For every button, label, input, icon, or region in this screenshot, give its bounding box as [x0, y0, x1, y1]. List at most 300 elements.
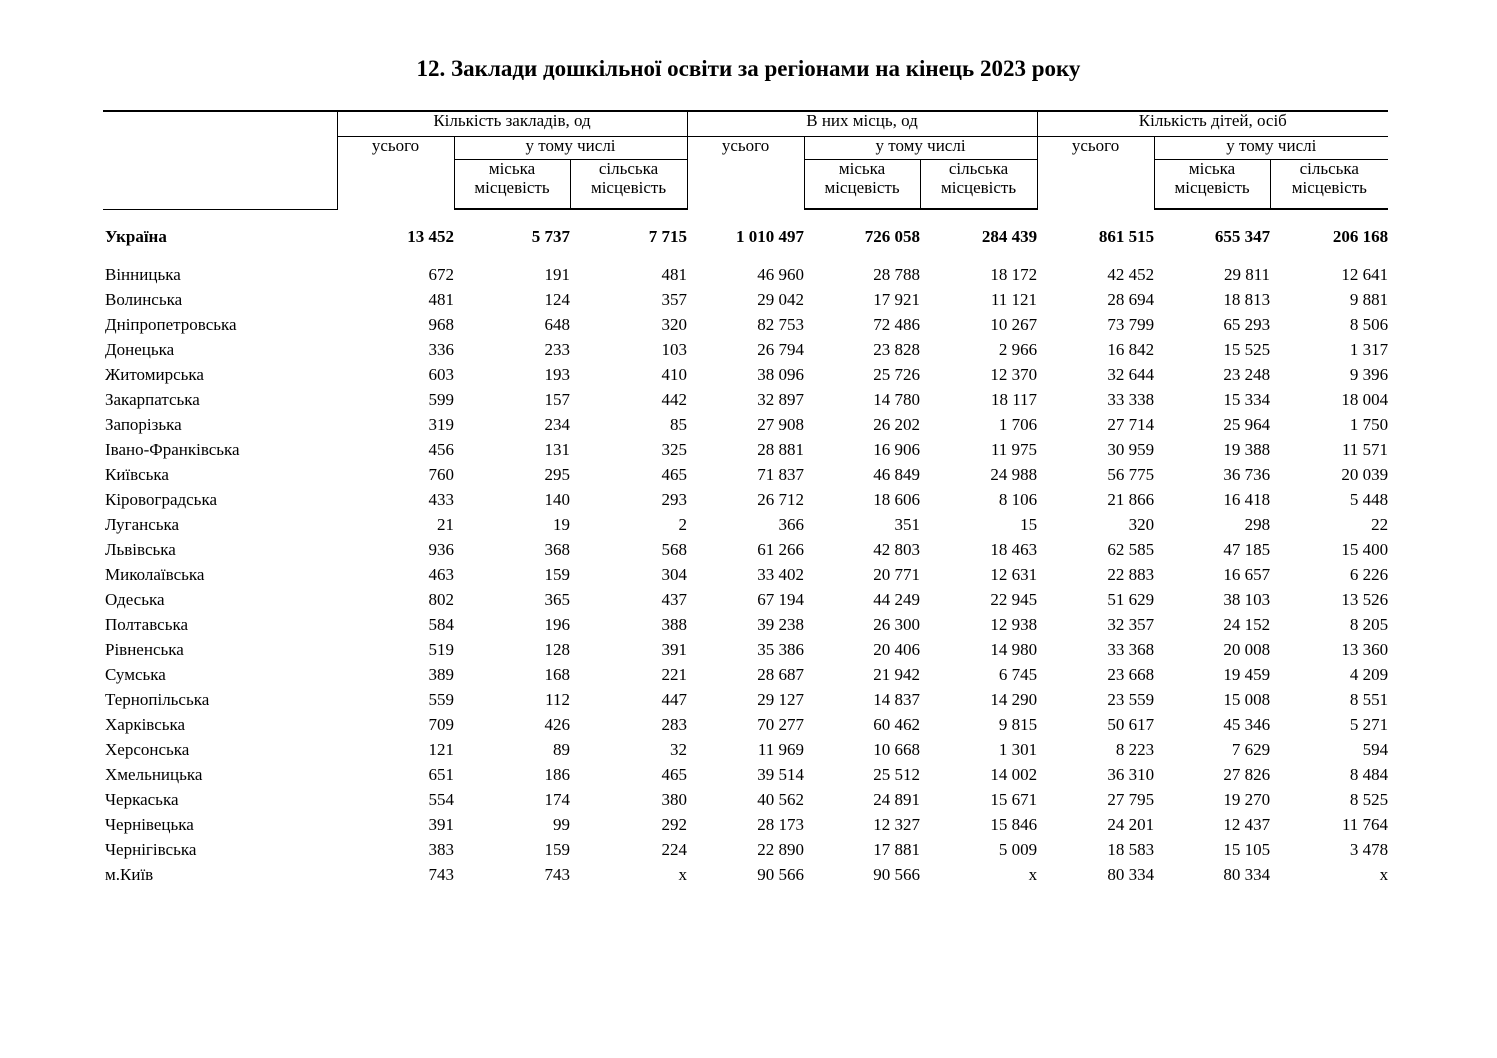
cell-value: 12 437	[1223, 815, 1271, 835]
region-name: Одеська	[105, 590, 165, 610]
cell-value: 295	[544, 465, 570, 485]
rural-column-header: сільська місцевість	[570, 160, 687, 210]
cell-value: 67 194	[757, 590, 805, 610]
cell-value: 19 270	[1223, 790, 1271, 810]
cell-value: 21 866	[1107, 490, 1155, 510]
cell-value: 12 938	[990, 615, 1038, 635]
cell-value: 47 185	[1223, 540, 1271, 560]
cell-value: 18 813	[1223, 290, 1271, 310]
group-header-institutions: Кількість закладів, од	[337, 111, 687, 137]
cell-value: 33 338	[1107, 390, 1155, 410]
urban-column-header: міська місцевість	[1154, 160, 1270, 210]
cell-value: 380	[661, 790, 688, 810]
cell-value: 30 959	[1107, 440, 1155, 460]
cell-value: 16 418	[1223, 490, 1271, 510]
cell-value: 27 795	[1107, 790, 1155, 810]
region-name: Київська	[105, 465, 169, 485]
data-table	[103, 110, 1388, 888]
cell-value: 1 010 497	[736, 227, 805, 247]
cell-value: 28 687	[757, 665, 805, 685]
cell-value: 224	[661, 840, 688, 860]
cell-value: 743	[428, 865, 454, 885]
cell-value: 465	[661, 465, 688, 485]
cell-value: 15 008	[1223, 690, 1271, 710]
region-name: Львівська	[105, 540, 176, 560]
cell-value: 7 715	[648, 227, 688, 247]
region-name: Запорізька	[105, 415, 182, 435]
cell-value: 32 644	[1107, 365, 1155, 385]
cell-value: 463	[428, 565, 454, 585]
cell-value: 366	[778, 515, 805, 535]
cell-value: 32 357	[1107, 615, 1155, 635]
cell-value: 10 267	[990, 315, 1038, 335]
cell-value: 802	[428, 590, 454, 610]
table-row	[103, 563, 1388, 588]
cell-value: 18 004	[1341, 390, 1389, 410]
cell-value: 90 566	[757, 865, 805, 885]
cell-value: 28 694	[1107, 290, 1155, 310]
cell-value: 368	[544, 540, 570, 560]
cell-value: 9 881	[1349, 290, 1389, 310]
cell-value: 968	[428, 315, 454, 335]
cell-value: 298	[1244, 515, 1271, 535]
cell-value: 28 173	[757, 815, 805, 835]
cell-value: 11 975	[990, 440, 1038, 460]
cell-value: 12 641	[1341, 265, 1389, 285]
table-row	[103, 288, 1388, 313]
cell-value: 157	[544, 390, 570, 410]
cell-value: 6 226	[1349, 565, 1389, 585]
cell-value: 26 712	[757, 490, 805, 510]
cell-value: 1 317	[1349, 340, 1389, 360]
cell-value: 15 671	[990, 790, 1038, 810]
cell-value: 18 583	[1107, 840, 1155, 860]
page-title: 12. Заклади дошкільної освіти за регіонами на кінець 2023 року	[416, 56, 1081, 81]
cell-value: 15 334	[1223, 390, 1271, 410]
region-name: Кіровоградська	[105, 490, 217, 510]
cell-value: 456	[428, 440, 454, 460]
cell-value: 672	[428, 265, 454, 285]
spacer-row	[103, 209, 1388, 225]
cell-value: 71 837	[757, 465, 805, 485]
table-row	[103, 413, 1388, 438]
cell-value: 24 152	[1223, 615, 1271, 635]
region-column-header	[103, 111, 337, 209]
cell-value: 85	[670, 415, 688, 435]
table-row	[103, 863, 1388, 888]
urban-column-header: міська місцевість	[804, 160, 920, 210]
cell-value: 22 883	[1107, 565, 1155, 585]
cell-value: 20 039	[1341, 465, 1389, 485]
table-row	[103, 363, 1388, 388]
cell-value: 14 837	[873, 690, 921, 710]
cell-value: 25 726	[873, 365, 921, 385]
cell-value: 33 368	[1107, 640, 1155, 660]
cell-value: 284 439	[981, 227, 1038, 247]
table-row	[103, 688, 1388, 713]
cell-value: 29 127	[757, 690, 805, 710]
cell-value: 140	[544, 490, 570, 510]
cell-value: 2	[678, 515, 688, 535]
cell-value: 648	[544, 315, 570, 335]
cell-value: 15	[1020, 515, 1038, 535]
urban-column-header: міська місцевість	[454, 160, 570, 210]
cell-value: 8 551	[1349, 690, 1389, 710]
cell-value: 16 842	[1107, 340, 1155, 360]
cell-value: 42 452	[1107, 265, 1155, 285]
cell-value: 60 462	[873, 715, 921, 735]
cell-value: 131	[544, 440, 570, 460]
region-name: Полтавська	[105, 615, 188, 635]
region-name: Луганська	[105, 515, 180, 535]
cell-value: 17 881	[873, 840, 921, 860]
cell-value: 15 846	[990, 815, 1038, 835]
cell-value: 568	[661, 540, 688, 560]
cell-value: 72 486	[873, 315, 921, 335]
cell-value: 25 512	[873, 765, 921, 785]
cell-value: 206 168	[1332, 227, 1389, 247]
table-row	[103, 838, 1388, 863]
cell-value: 196	[544, 615, 570, 635]
cell-value: 11 969	[757, 740, 805, 760]
cell-value: 8 205	[1349, 615, 1389, 635]
cell-value: 13 360	[1341, 640, 1389, 660]
cell-value: 44 249	[873, 590, 921, 610]
cell-value: 14 780	[873, 390, 921, 410]
cell-value: 357	[661, 290, 688, 310]
cell-value: 554	[428, 790, 454, 810]
cell-value: 709	[428, 715, 454, 735]
cell-value: 174	[544, 790, 570, 810]
cell-value: 603	[428, 365, 454, 385]
cell-value: 465	[661, 765, 688, 785]
cell-value: 82 753	[757, 315, 805, 335]
cell-value: 233	[544, 340, 570, 360]
cell-value: 319	[428, 415, 454, 435]
cell-value: 22 890	[757, 840, 805, 860]
cell-value: 23 828	[873, 340, 921, 360]
cell-value: 32 897	[757, 390, 805, 410]
region-name: Черкаська	[105, 790, 179, 810]
cell-value: 19	[553, 515, 570, 535]
cell-value: 1 706	[998, 415, 1038, 435]
cell-value: 433	[428, 490, 454, 510]
cell-value: x	[1379, 865, 1389, 885]
total-row	[103, 225, 1388, 250]
table-row	[103, 538, 1388, 563]
region-name: Дніпропетровська	[105, 315, 237, 335]
table-row	[103, 613, 1388, 638]
cell-value: 1 750	[1349, 415, 1389, 435]
cell-value: 426	[544, 715, 570, 735]
cell-value: 8 223	[1115, 740, 1155, 760]
table-row	[103, 813, 1388, 838]
rural-column-header: сільська місцевість	[1270, 160, 1388, 210]
cell-value: 22 945	[990, 590, 1038, 610]
cell-value: 320	[1128, 515, 1155, 535]
inclusive-header: у тому числі	[1154, 137, 1388, 160]
cell-value: 128	[544, 640, 570, 660]
cell-value: 103	[661, 340, 688, 360]
region-name: Сумська	[105, 665, 166, 685]
region-name: Закарпатська	[105, 390, 200, 410]
table-row	[103, 763, 1388, 788]
region-name: Донецька	[105, 340, 175, 360]
cell-value: 651	[428, 765, 454, 785]
cell-value: 726 058	[864, 227, 921, 247]
cell-value: 389	[428, 665, 454, 685]
region-name: Волинська	[105, 290, 183, 310]
cell-value: 80 334	[1223, 865, 1271, 885]
cell-value: 5 271	[1349, 715, 1389, 735]
cell-value: 73 799	[1107, 315, 1155, 335]
cell-value: 15 400	[1341, 540, 1389, 560]
cell-value: 221	[661, 665, 688, 685]
cell-value: 99	[553, 815, 570, 835]
region-name: Тернопільська	[105, 690, 210, 710]
cell-value: 168	[544, 665, 570, 685]
cell-value: 936	[428, 540, 454, 560]
cell-value: 20 008	[1223, 640, 1271, 660]
cell-value: 11 764	[1341, 815, 1389, 835]
cell-value: 293	[661, 490, 688, 510]
cell-value: 112	[545, 690, 570, 710]
cell-value: 38 103	[1223, 590, 1271, 610]
cell-value: 5 737	[531, 227, 570, 247]
cell-value: 5 009	[998, 840, 1038, 860]
cell-value: 10 668	[873, 740, 921, 760]
cell-value: 320	[661, 315, 688, 335]
cell-value: 124	[544, 290, 570, 310]
cell-value: 23 248	[1223, 365, 1271, 385]
cell-value: 743	[544, 865, 570, 885]
cell-value: 5 448	[1349, 490, 1389, 510]
cell-value: 410	[661, 365, 688, 385]
cell-value: 9 815	[998, 715, 1038, 735]
cell-value: 18 606	[873, 490, 921, 510]
cell-value: 13 452	[407, 227, 454, 247]
region-name: Житомирська	[105, 365, 204, 385]
cell-value: 27 714	[1107, 415, 1155, 435]
cell-value: 46 849	[873, 465, 921, 485]
table-row	[103, 513, 1388, 538]
region-name: Чернівецька	[105, 815, 194, 835]
cell-value: 7 629	[1231, 740, 1271, 760]
cell-value: 22	[1371, 515, 1389, 535]
cell-value: 26 794	[757, 340, 805, 360]
cell-value: 26 202	[873, 415, 921, 435]
cell-value: 29 811	[1223, 265, 1271, 285]
cell-value: 39 514	[757, 765, 805, 785]
cell-value: 28 788	[873, 265, 921, 285]
cell-value: 4 209	[1349, 665, 1389, 685]
cell-value: 12 631	[990, 565, 1038, 585]
cell-value: 23 668	[1107, 665, 1155, 685]
cell-value: 17 921	[873, 290, 921, 310]
table-row	[103, 663, 1388, 688]
cell-value: 27 826	[1223, 765, 1271, 785]
cell-value: 33 402	[757, 565, 805, 585]
cell-value: 655 347	[1214, 227, 1271, 247]
cell-value: 325	[661, 440, 688, 460]
cell-value: 12 327	[873, 815, 921, 835]
cell-value: 186	[544, 765, 570, 785]
region-name: Україна	[105, 227, 167, 247]
cell-value: 193	[544, 365, 570, 385]
cell-value: 391	[661, 640, 688, 660]
group-header-places: В них місць, од	[687, 111, 1037, 137]
cell-value: 599	[428, 390, 454, 410]
cell-value: 15 105	[1223, 840, 1271, 860]
total-column-header: усього	[687, 137, 804, 210]
table-header	[103, 111, 1388, 209]
cell-value: 336	[428, 340, 454, 360]
cell-value: 19 388	[1223, 440, 1271, 460]
cell-value: 6 745	[998, 665, 1038, 685]
cell-value: 28 881	[757, 440, 805, 460]
cell-value: 11 571	[1341, 440, 1389, 460]
rural-column-header: сільська місцевість	[920, 160, 1037, 210]
cell-value: 35 386	[757, 640, 805, 660]
total-column-header: усього	[337, 137, 454, 210]
cell-value: 62 585	[1107, 540, 1155, 560]
cell-value: 80 334	[1107, 865, 1155, 885]
table-row	[103, 788, 1388, 813]
cell-value: 8 525	[1349, 790, 1389, 810]
cell-value: 304	[661, 565, 688, 585]
cell-value: 8 106	[998, 490, 1038, 510]
cell-value: 594	[1362, 740, 1389, 760]
region-name: Херсонська	[105, 740, 190, 760]
table-row	[103, 263, 1388, 288]
inclusive-header: у тому числі	[454, 137, 687, 160]
cell-value: 447	[661, 690, 688, 710]
table-row	[103, 713, 1388, 738]
region-name: м.Київ	[105, 865, 154, 885]
cell-value: 861 515	[1098, 227, 1155, 247]
total-column-header: усього	[1037, 137, 1154, 210]
cell-value: 38 096	[757, 365, 805, 385]
cell-value: 12 370	[990, 365, 1038, 385]
group-header-children: Кількість дітей, осіб	[1037, 111, 1388, 137]
cell-value: 14 002	[990, 765, 1038, 785]
cell-value: 45 346	[1223, 715, 1271, 735]
cell-value: 11 121	[990, 290, 1038, 310]
cell-value: 760	[428, 465, 454, 485]
cell-value: 8 484	[1349, 765, 1389, 785]
cell-value: 18 117	[990, 390, 1038, 410]
region-name: Рівненська	[105, 640, 184, 660]
cell-value: 3 478	[1349, 840, 1389, 860]
cell-value: 61 266	[757, 540, 805, 560]
cell-value: 20 406	[873, 640, 921, 660]
cell-value: 36 736	[1223, 465, 1271, 485]
cell-value: 383	[428, 840, 454, 860]
cell-value: 121	[428, 740, 454, 760]
cell-value: 519	[428, 640, 454, 660]
cell-value: 50 617	[1107, 715, 1155, 735]
cell-value: 42 803	[873, 540, 921, 560]
table-row	[103, 588, 1388, 613]
table-row	[103, 438, 1388, 463]
spacer-row	[103, 250, 1388, 263]
cell-value: 16 657	[1223, 565, 1271, 585]
cell-value: 559	[428, 690, 454, 710]
region-name: Івано-Франківська	[105, 440, 240, 460]
cell-value: 159	[544, 565, 570, 585]
cell-value: 481	[428, 290, 454, 310]
cell-value: 2 966	[998, 340, 1038, 360]
cell-value: 18 172	[990, 265, 1038, 285]
cell-value: 23 559	[1107, 690, 1155, 710]
cell-value: 70 277	[757, 715, 805, 735]
table-row	[103, 463, 1388, 488]
table-row	[103, 488, 1388, 513]
cell-value: 18 463	[990, 540, 1038, 560]
cell-value: 437	[661, 590, 688, 610]
cell-value: 51 629	[1107, 590, 1155, 610]
region-name: Чернігівська	[105, 840, 197, 860]
cell-value: 14 290	[990, 690, 1038, 710]
cell-value: 39 238	[757, 615, 805, 635]
cell-value: 1 301	[998, 740, 1038, 760]
cell-value: 9 396	[1349, 365, 1389, 385]
table-row	[103, 338, 1388, 363]
cell-value: 24 891	[873, 790, 921, 810]
region-name: Харківська	[105, 715, 186, 735]
cell-value: 234	[544, 415, 570, 435]
cell-value: 29 042	[757, 290, 805, 310]
region-name: Вінницька	[105, 265, 181, 285]
cell-value: 25 964	[1223, 415, 1271, 435]
table-row	[103, 738, 1388, 763]
cell-value: 292	[661, 815, 688, 835]
cell-value: 26 300	[873, 615, 921, 635]
cell-value: 481	[661, 265, 688, 285]
cell-value: 32	[670, 740, 688, 760]
region-name: Миколаївська	[105, 565, 205, 585]
cell-value: 14 980	[990, 640, 1038, 660]
cell-value: 24 988	[990, 465, 1038, 485]
cell-value: 21	[437, 515, 454, 535]
cell-value: 21 942	[873, 665, 921, 685]
cell-value: 159	[544, 840, 570, 860]
cell-value: 24 201	[1107, 815, 1155, 835]
cell-value: 283	[661, 715, 688, 735]
cell-value: 13 526	[1341, 590, 1389, 610]
cell-value: 19 459	[1223, 665, 1271, 685]
cell-value: x	[1028, 865, 1038, 885]
inclusive-header: у тому числі	[804, 137, 1037, 160]
cell-value: 20 771	[873, 565, 921, 585]
region-name: Хмельницька	[105, 765, 203, 785]
cell-value: 40 562	[757, 790, 805, 810]
cell-value: 15 525	[1223, 340, 1271, 360]
cell-value: 351	[894, 515, 921, 535]
table-row	[103, 388, 1388, 413]
table-row	[103, 638, 1388, 663]
cell-value: 46 960	[757, 265, 805, 285]
cell-value: 8 506	[1349, 315, 1389, 335]
cell-value: 65 293	[1223, 315, 1271, 335]
cell-value: 388	[661, 615, 688, 635]
cell-value: x	[678, 865, 688, 885]
table-row	[103, 313, 1388, 338]
cell-value: 36 310	[1107, 765, 1155, 785]
cell-value: 16 906	[873, 440, 921, 460]
cell-value: 365	[544, 590, 570, 610]
cell-value: 27 908	[757, 415, 805, 435]
